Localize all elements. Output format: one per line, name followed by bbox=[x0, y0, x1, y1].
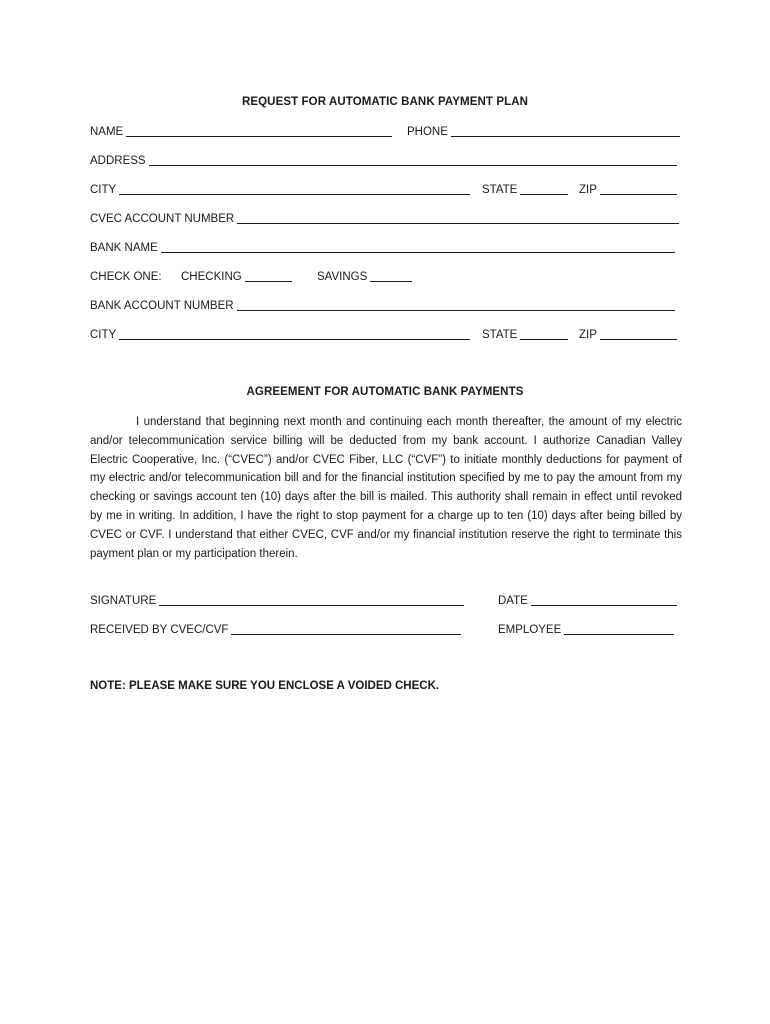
bank-zip-label: ZIP bbox=[579, 329, 597, 341]
name-phone-row bbox=[90, 123, 680, 139]
savings-line bbox=[370, 270, 412, 282]
name-line bbox=[126, 125, 392, 137]
phone-line bbox=[451, 125, 680, 137]
phone-field[interactable] bbox=[407, 123, 680, 139]
savings-field[interactable] bbox=[317, 268, 412, 284]
date-line bbox=[531, 594, 677, 606]
received-by-label: RECEIVED BY CVEC/CVF bbox=[90, 624, 229, 636]
phone-label: PHONE bbox=[407, 126, 448, 138]
bank-city-state-zip-row bbox=[90, 326, 680, 342]
bank-account-field[interactable] bbox=[90, 297, 675, 313]
address-label: ADDRESS bbox=[90, 155, 146, 167]
bank-account-row bbox=[90, 297, 680, 313]
bank-zip-field[interactable] bbox=[579, 326, 677, 342]
city-state-zip-row bbox=[90, 181, 680, 197]
check-one-row bbox=[90, 268, 680, 284]
city-field[interactable] bbox=[90, 181, 470, 197]
bank-state-line bbox=[520, 328, 568, 340]
voided-check-note: NOTE: PLEASE MAKE SURE YOU ENCLOSE A VOIDED CHECK. bbox=[90, 680, 440, 692]
check-one-label: CHECK ONE: bbox=[90, 271, 162, 283]
state-label: STATE bbox=[482, 184, 518, 196]
bank-city-field[interactable] bbox=[90, 326, 470, 342]
signature-date-row bbox=[90, 592, 680, 608]
zip-label: ZIP bbox=[579, 184, 597, 196]
bank-account-line bbox=[237, 299, 675, 311]
state-line bbox=[520, 183, 568, 195]
signature-field[interactable] bbox=[90, 592, 464, 608]
employee-line bbox=[564, 623, 674, 635]
checking-field[interactable] bbox=[181, 268, 292, 284]
bank-name-field[interactable] bbox=[90, 239, 675, 255]
bank-name-line bbox=[161, 241, 675, 253]
date-field[interactable] bbox=[498, 592, 677, 608]
bank-city-label: CITY bbox=[90, 329, 117, 341]
zip-field[interactable] bbox=[579, 181, 677, 197]
received-employee-row bbox=[90, 621, 680, 637]
bank-zip-line bbox=[600, 328, 677, 340]
bank-name-row bbox=[90, 239, 680, 255]
agreement-paragraph bbox=[90, 413, 682, 563]
city-line bbox=[119, 183, 470, 195]
signature-label: SIGNATURE bbox=[90, 595, 157, 607]
state-field[interactable] bbox=[482, 181, 568, 197]
cvec-account-label: CVEC ACCOUNT NUMBER bbox=[90, 213, 235, 225]
checking-line bbox=[245, 270, 292, 282]
received-by-field[interactable] bbox=[90, 621, 461, 637]
date-label: DATE bbox=[498, 595, 528, 607]
bank-account-label: BANK ACCOUNT NUMBER bbox=[90, 300, 234, 312]
address-row bbox=[90, 152, 680, 168]
bank-state-field[interactable] bbox=[482, 326, 568, 342]
bank-name-label: BANK NAME bbox=[90, 242, 158, 254]
savings-label: SAVINGS bbox=[317, 271, 368, 283]
name-label: NAME bbox=[90, 126, 124, 138]
agreement-text: I understand that beginning next month and continuing each month thereafter, the amount of my electric and/or telecommunication service billing will be deducted from my bank account. I authorize Canadian Valley Electric Cooperative, Inc. (“CVEC”) and/or CVEC Fiber, LLC (“CVF”) to initiate monthly deductions for payment of my electric and/or telecommunication bill and for the financial institution specified by me to pay the amount from my checking or savings account ten (10) days after the bill is mailed. This authority shall remain in effect until revoked by me in writing. In addition, I have the right to stop payment for a charge up to ten (10) days after being billed by CVEC or CVF. I understand that either CVEC, CVF and/or my financial institution reserve the right to terminate this payment plan or my participation therein. bbox=[90, 416, 682, 560]
bank-state-label: STATE bbox=[482, 329, 518, 341]
cvec-account-line bbox=[237, 212, 679, 224]
employee-field[interactable] bbox=[498, 621, 674, 637]
checking-label: CHECKING bbox=[181, 271, 242, 283]
cvec-account-field[interactable] bbox=[90, 210, 679, 226]
address-line bbox=[149, 154, 677, 166]
city-label: CITY bbox=[90, 184, 117, 196]
employee-label: EMPLOYEE bbox=[498, 624, 562, 636]
signature-line bbox=[159, 594, 464, 606]
form-title: REQUEST FOR AUTOMATIC BANK PAYMENT PLAN bbox=[241, 96, 529, 108]
check-one-field bbox=[90, 268, 170, 284]
cvec-account-row bbox=[90, 210, 680, 226]
address-field[interactable] bbox=[90, 152, 677, 168]
agreement-title: AGREEMENT FOR AUTOMATIC BANK PAYMENTS bbox=[246, 386, 524, 398]
received-by-line bbox=[231, 623, 461, 635]
bank-city-line bbox=[119, 328, 470, 340]
zip-line bbox=[600, 183, 677, 195]
name-field[interactable] bbox=[90, 123, 392, 139]
